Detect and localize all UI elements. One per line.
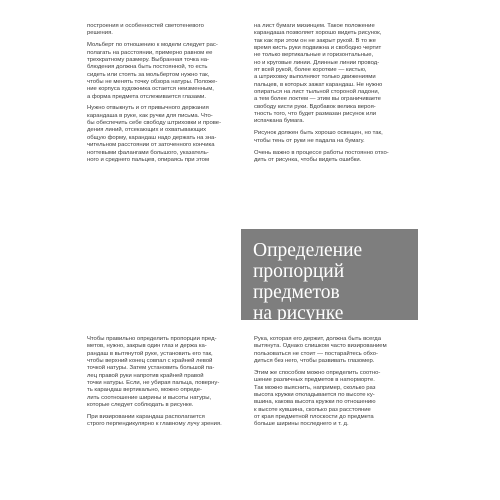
- text-line: а штриховку выполняют только движениями: [254, 74, 376, 81]
- text-column-bottom-left: [87, 336, 237, 433]
- text-line: Чтобы правильно определить пропорции пред-: [87, 336, 217, 342]
- paragraph: [87, 23, 233, 38]
- text-line: чтобы верхний конец совпал с крайней левой: [87, 358, 213, 365]
- text-line: к высоте кувшина, сколько раз расстояние: [254, 406, 371, 413]
- text-line: но и круговые линии. Длинные линии провод-: [254, 59, 380, 66]
- text-line: полагать на расстоянии, примерно равном ее: [87, 49, 213, 56]
- text-line: решения.: [87, 30, 113, 37]
- paragraph: [87, 42, 233, 101]
- text-line: а форма предмета отслеживается глазами.: [87, 93, 207, 100]
- text-line: а тем более локтем — этим вы ограничиваете: [254, 96, 381, 103]
- section-heading-box: [241, 229, 418, 324]
- text-line: Нужно отвыкнуть и от привычного держания: [87, 105, 209, 112]
- text-line: Этим же способом можно определить соотно-: [254, 369, 381, 376]
- text-line: диться без него, чтобы развивать глазомер.: [254, 358, 375, 365]
- text-line: построения и особенностей светотеневого: [87, 23, 204, 29]
- paragraph: [254, 150, 406, 165]
- text-line: метов, нужно, закрыв один глаз и держа ка-: [87, 343, 207, 350]
- text-line: ние корпуса художника остается неизменным,: [87, 86, 214, 93]
- text-line: дить от рисунка, чтобы видеть ошибки.: [254, 156, 362, 163]
- paragraph: [87, 336, 237, 409]
- text-line: При визировании карандаш располагается: [87, 413, 205, 420]
- text-line: дения линий, отсекающих и охватывающих: [87, 127, 207, 134]
- paragraph: [87, 105, 233, 164]
- text-line: время кисть руки подвижна и свободно чертит: [254, 45, 382, 52]
- text-line: ногтевыми фалангами большого, указатель-: [87, 149, 209, 156]
- text-line: вытянута. Однако слишком часто визированием: [254, 343, 387, 350]
- text-line: свободу кисти руки. Вдобавок велика вероя-: [254, 103, 376, 110]
- text-line: опираться на лист тыльной стороной ладони,: [254, 89, 380, 96]
- text-line: чтобы не менять точку обзора натуры. Положе-: [87, 78, 218, 85]
- text-line: Так можно выяснить, например, сколько раз: [254, 384, 376, 391]
- text-line: так как при этом он не закрыт рукой. В то же: [254, 37, 376, 44]
- text-line: рандаш в вытянутой руке, установить его так,: [87, 350, 213, 357]
- text-line: Мольберт по отношению к модели следует рас-: [87, 42, 218, 49]
- text-column-bottom-right: [254, 336, 406, 433]
- paragraph: [254, 336, 406, 365]
- text-line: тность того, что будет размазан рисунок или: [254, 111, 377, 118]
- text-line: Рисунок должен быть хорошо освещен, но так,: [254, 130, 383, 137]
- text-column-top-left: [87, 23, 233, 169]
- paragraph: [254, 130, 406, 145]
- text-line: не только вертикальные и горизонтальные,: [254, 52, 374, 59]
- text-line: точки натуры. Если, не убирая пальца, поверну-: [87, 380, 220, 387]
- text-line: испачкана бумага.: [254, 118, 305, 125]
- heading-line: пропорций: [253, 261, 345, 282]
- text-line: сидеть или стоять за мольбертом нужно так,: [87, 71, 210, 78]
- text-line: ят всей рукой, более короткие — кистью,: [254, 67, 367, 74]
- heading-line: предметов: [253, 282, 340, 303]
- text-line: карандаша в руке, как ручки для письма. Что-: [87, 112, 213, 119]
- text-line: пользоваться не стоит — постарайтесь обхо-: [254, 350, 378, 357]
- text-line: чительном расстоянии от заточенного кончика: [87, 142, 215, 149]
- text-line: высота кружки откладывается по высоте ку-: [254, 391, 375, 398]
- text-line: на лист бумаги мизинцем. Такое положение: [254, 23, 375, 29]
- text-line: лец правой руки напротив крайней правой: [87, 372, 204, 379]
- text-line: пальцев, в которых зажат карандаш. Не нужно: [254, 81, 383, 88]
- text-line: трехкратному размеру. Выбранная точка на-: [87, 56, 209, 63]
- text-line: от края предметной плоскости до предмета: [254, 413, 374, 420]
- paragraph: [254, 370, 406, 429]
- text-line: общую форму, карандаш надо держать на зна-: [87, 134, 217, 141]
- heading-line: Определение: [253, 240, 363, 261]
- section-heading: [253, 240, 362, 324]
- text-line: ного и среднего пальцев, опираясь при этом: [87, 156, 209, 163]
- text-line: вшина, какова высота кружки по отношению: [254, 399, 376, 406]
- text-line: которые следует соблюдать в рисунке.: [87, 402, 194, 409]
- text-line: карандаша позволяет хорошо видеть рисунок,: [254, 30, 382, 37]
- text-line: чтобы тень от руки не падала на бумагу.: [254, 137, 365, 144]
- text-line: блюдения должна быть постоянной, то есть: [87, 64, 208, 71]
- text-line: точкой натуры. Затем установить большой па-: [87, 365, 215, 372]
- text-line: лить соотношение ширины и высоты натуры,: [87, 394, 212, 401]
- paragraph: [87, 414, 237, 429]
- text-line: строго перпендикулярно к главному лучу зрения.: [87, 421, 222, 428]
- text-line: ть карандаш вертикально, можно опреде-: [87, 387, 202, 394]
- heading-line: на рисунке: [253, 303, 344, 324]
- text-column-top-right: [254, 23, 406, 169]
- text-line: Очень важно в процессе работы постоянно отхо-: [254, 149, 389, 156]
- text-line: больше ширины последнего и т. д.: [254, 421, 349, 428]
- text-line: шение различных предметов в натюрморте.: [254, 377, 375, 384]
- paragraph: [254, 23, 406, 126]
- text-line: Рука, которая его держит, должна быть всегда: [254, 336, 381, 342]
- text-line: бы обеспечить себе свободу штриховки и прове-: [87, 120, 222, 127]
